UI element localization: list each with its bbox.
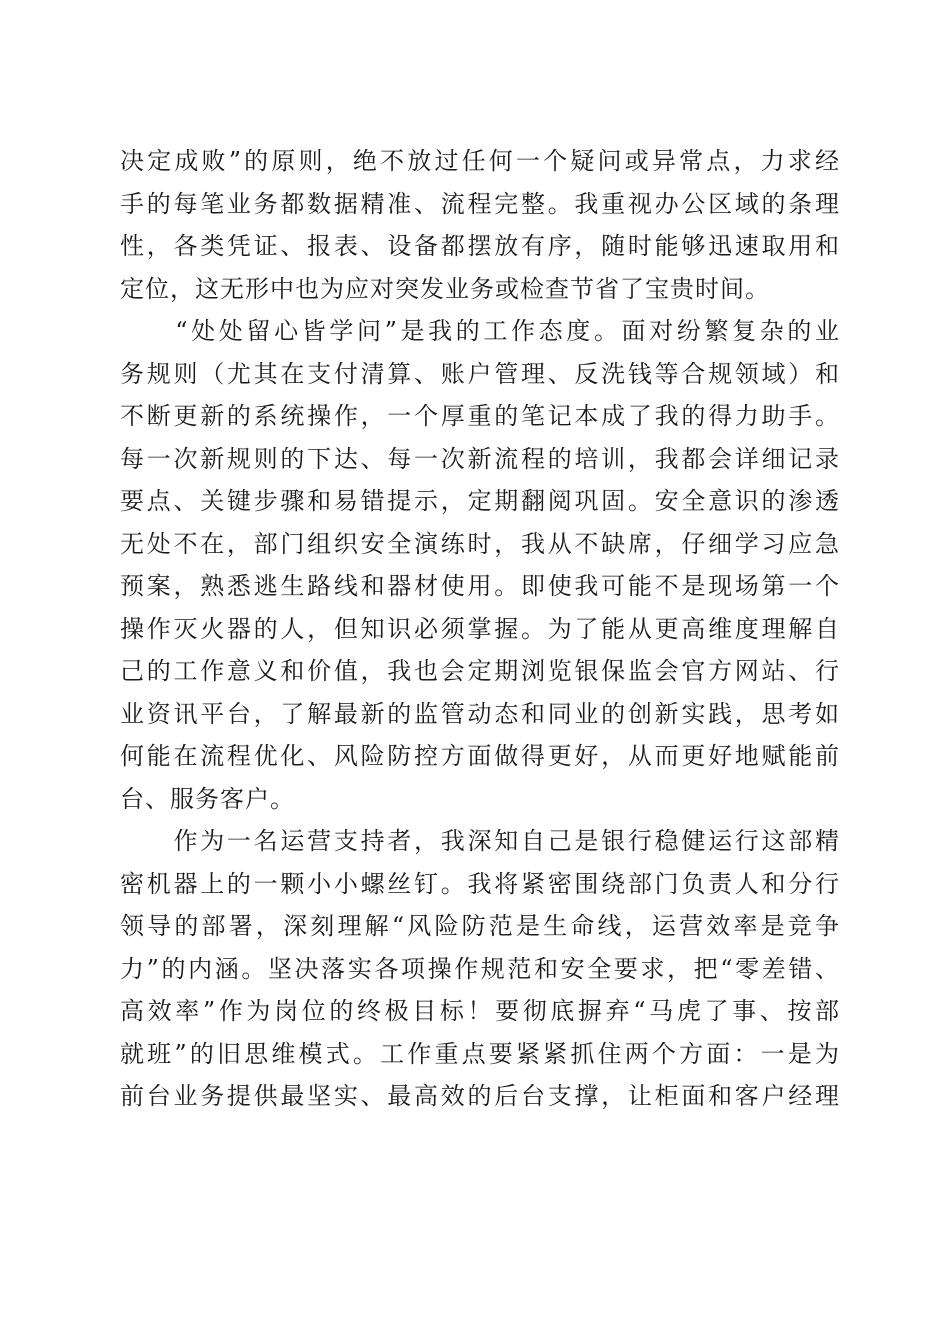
text-line: 己的工作意义和价值，我也会定期浏览银保监会官方网站、行 — [120, 657, 840, 685]
text-line: 高效率”作为岗位的终极目标！要彻底摒弃“马虎了事、按部 — [120, 997, 840, 1025]
text-line: 要点、关键步骤和易错提示，定期翻阅巩固。安全意识的渗透 — [120, 487, 840, 515]
text-line: 预案，熟悉逃生路线和器材使用。即使我可能不是现场第一个 — [120, 572, 840, 600]
text-line: 定位，这无形中也为应对突发业务或检查节省了宝贵时间。 — [120, 274, 770, 303]
text-line: 务规则（尤其在支付清算、账户管理、反洗钱等合规领域）和 — [120, 359, 840, 388]
text-line: 台、服务客户。 — [120, 784, 295, 813]
text-line: 领导的部署，深刻理解“风险防范是生命线，运营效率是竞争 — [120, 912, 840, 940]
text-line: 决定成败”的原则，绝不放过任何一个疑问或异常点，力求经 — [120, 147, 840, 175]
text-line: 无处不在，部门组织安全演练时，我从不缺席，仔细学习应急 — [120, 529, 840, 558]
text-line: 前台业务提供最坚实、最高效的后台支撑，让柜面和客户经理 — [120, 1082, 840, 1110]
text-line: 就班”的旧思维模式。工作重点要紧紧抓住两个方面：一是为 — [120, 1039, 840, 1068]
text-line: 每一次新规则的下达、每一次新流程的培训，我都会详细记录 — [120, 444, 840, 473]
document-body — [120, 140, 840, 1118]
text-line: 作为一名运营支持者，我深知自己是银行稳健运行这部精 — [120, 827, 840, 855]
text-line: 何能在流程优化、风险防控方面做得更好，从而更好地赋能前 — [120, 742, 840, 770]
paragraph-3 — [120, 820, 840, 1118]
paragraph-2 — [120, 310, 840, 820]
text-line: “处处留心皆学问”是我的工作态度。面对纷繁复杂的业 — [120, 317, 840, 345]
text-line: 手的每笔业务都数据精准、流程完整。我重视办公区域的条理 — [120, 189, 840, 218]
text-line: 操作灭火器的人，但知识必须掌握。为了能从更高维度理解自 — [120, 614, 840, 643]
text-line: 不断更新的系统操作，一个厚重的笔记本成了我的得力助手。 — [120, 402, 840, 430]
text-line: 密机器上的一颗小小螺丝钉。我将紧密围绕部门负责人和分行 — [120, 869, 840, 898]
text-line: 力”的内涵。坚决落实各项操作规范和安全要求，把“零差错、 — [120, 954, 840, 983]
text-line: 业资讯平台，了解最新的监管动态和同业的创新实践，思考如 — [120, 699, 840, 728]
paragraph-1 — [120, 140, 840, 310]
text-line: 性，各类凭证、报表、设备都摆放有序，随时能够迅速取用和 — [120, 232, 840, 260]
